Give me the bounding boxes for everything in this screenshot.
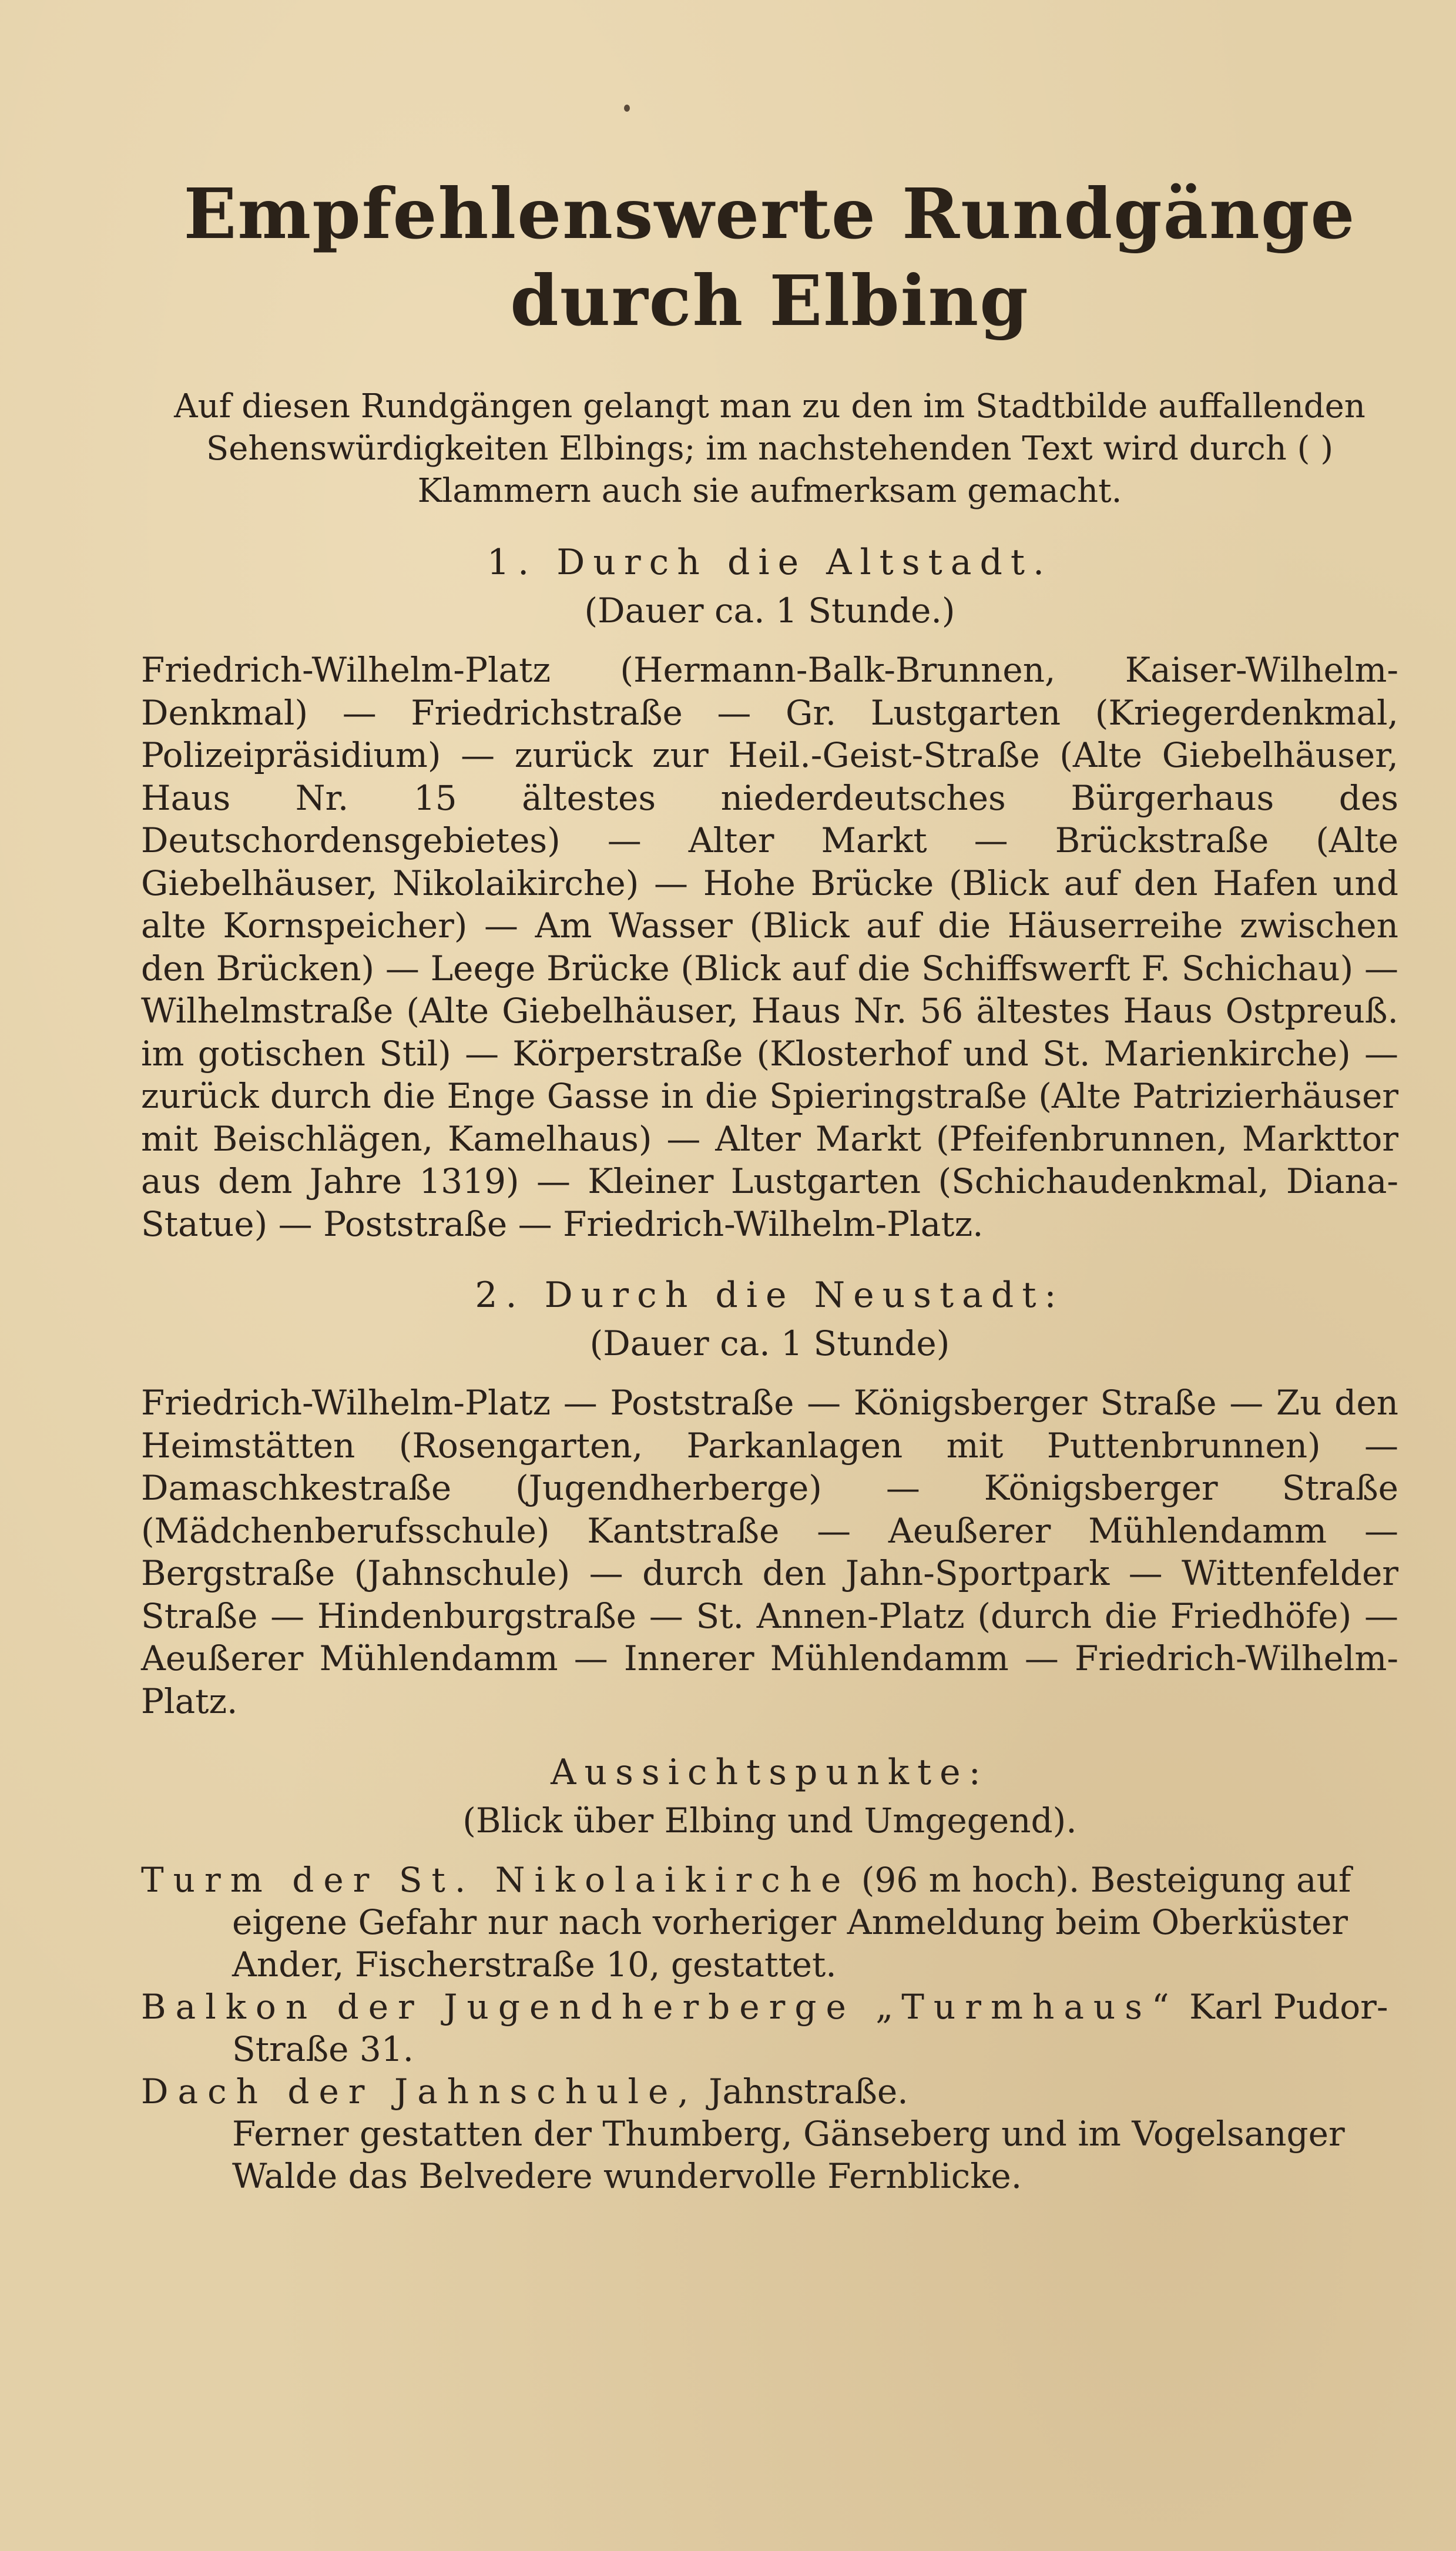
title-line-1: Empfehlenswerte Rundgänge [183, 173, 1356, 254]
title-line-2: durch Elbing [510, 260, 1029, 341]
viewpoints-closing: Ferner gestatten der Thumberg, Gänseberg und im Vogelsanger Walde das Belvedere wundervolle Fernblicke. [232, 2114, 1345, 2196]
document-page [141, 170, 1398, 2197]
route1-text: Friedrich-Wilhelm-Platz (Hermann-Balk-Brunnen, Kaiser-Wilhelm-Denkmal) — Friedrichstraße — Gr. Lustgarten (Kriegerdenkmal, Polizeipräsidium) — zurück zur Heil.-Geist-Straße (Alte Giebelhäuser, Haus Nr. 15 ältestes niederdeutsches Bürgerhaus des Deutschordensgebietes) — Alter Markt — Brückstraße (Alte Giebelhäuser, Nikolaikirche) — Hohe Brücke (Blick auf den Hafen und alte Kornspeicher) — Am Wasser (Blick auf die Häuserreihe zwischen den Brücken) — Leege Brücke (Blick auf die Schiffswerft F. Schichau) — Wilhelmstraße (Alte Giebelhäuser, Haus Nr. 56 ältestes Haus Ostpreuß. im gotischen Stil) — Körperstraße (Klosterhof und St. Marienkirche) — zurück durch die Enge Gasse in die Spieringstraße (Alte Patrizierhäuser mit Beischlägen, Kamelhaus) — Alter Markt (Pfeifenbrunnen, Markttor aus dem Jahre 1319) — Kleiner Lustgarten (Schichaudenkmal, Diana-Statue) — Poststraße — Friedrich-Wilhelm-Platz. [141, 650, 1398, 1244]
route1-heading: 1. Durch die Altstadt. [487, 542, 1053, 583]
viewpoint-text: Karl Pudor-Straße 31. [232, 1987, 1388, 2069]
viewpoint-item [141, 1986, 1398, 2070]
viewpoint-lead: Turm der St. Nikolaikirche [141, 1860, 851, 1900]
route2-text: Friedrich-Wilhelm-Platz — Poststraße — Königsberger Straße — Zu den Heimstätten (Rosengarten, Parkanlagen mit Puttenbrunnen) — Damaschkestraße (Jugendherberge) — Königsberger Straße (Mädchenberufsschule) Kantstraße — Aeußerer Mühlendamm — Bergstraße (Jahnschule) — durch den Jahn-Sportpark — Wittenfelder Straße — Hindenburgstraße — St. Annen-Platz (durch die Friedhöfe) — Aeußerer Mühlendamm — Innerer Mühlendamm — Friedrich-Wilhelm-Platz. [141, 1383, 1398, 1721]
route1-duration: (Dauer ca. 1 Stunde.) [584, 591, 955, 631]
viewpoint-item [141, 2070, 1398, 2113]
viewpoint-lead: Dach der Jahnschule, [141, 2071, 698, 2111]
viewpoint-text: (96 m hoch). Besteigung auf eigene Gefahr nur nach vorheriger Anmeldung beim Oberküster Ander, Fischerstraße 10, gestattet. [232, 1860, 1351, 1985]
page-title [141, 170, 1398, 344]
intro-paragraph: Auf diesen Rundgängen gelangt man zu den im Stadtbilde auffallenden Sehenswürdigkeiten Elbings; im nachstehenden Text wird durch ( ) Klammern auch sie aufmerksam gemacht. [174, 387, 1366, 510]
viewpoint-lead: Balkon der Jugendherberge „Turmhaus“ [141, 1987, 1179, 2027]
route2-heading: 2. Durch die Neustadt: [475, 1275, 1065, 1316]
viewpoints-heading: Aussichtspunkte: [551, 1752, 989, 1793]
viewpoint-item [141, 1859, 1398, 1986]
paper-speck [624, 105, 630, 112]
viewpoints-subheading: (Blick über Elbing und Umgegend). [462, 1801, 1077, 1841]
route2-duration: (Dauer ca. 1 Stunde) [589, 1323, 950, 1363]
viewpoint-text: Jahnstraße. [697, 2071, 908, 2111]
